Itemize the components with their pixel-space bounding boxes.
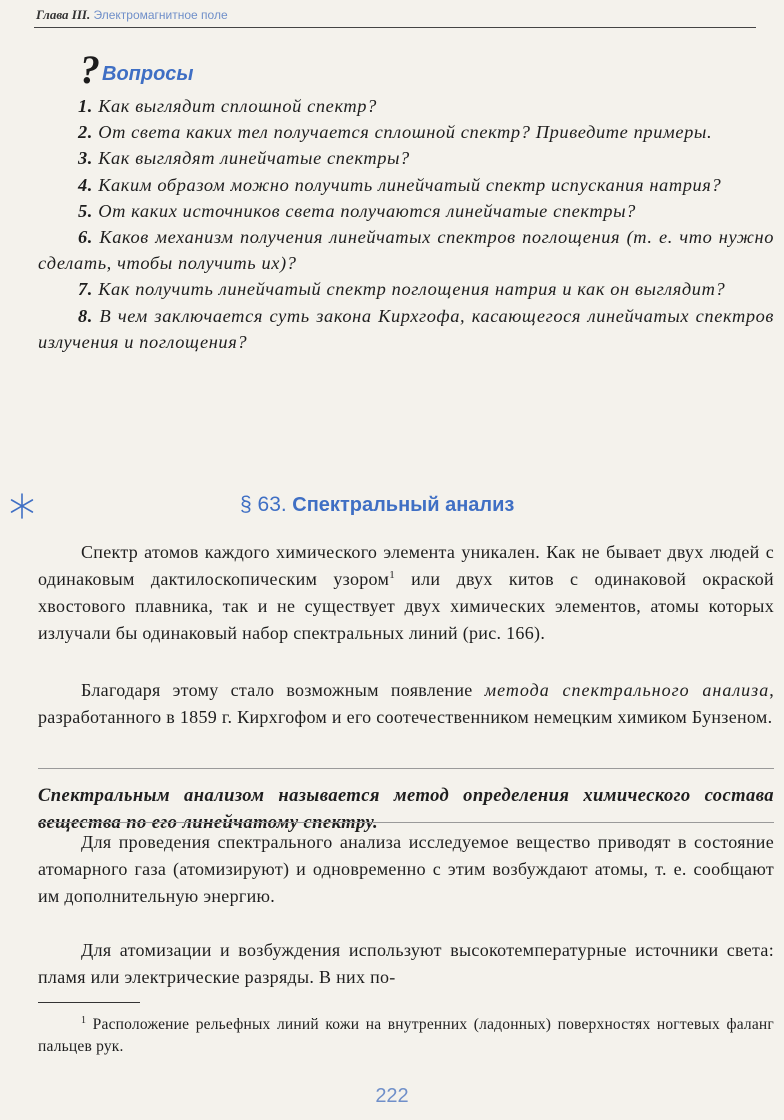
footnote-marker: 1 xyxy=(81,1014,87,1026)
question-text: От каких источников света получаются линейчатые спектры? xyxy=(98,200,636,221)
question-text: Как выглядят линейчатые спектры? xyxy=(98,148,410,169)
section-heading xyxy=(240,492,514,518)
paragraph-4 xyxy=(38,937,774,991)
question-mark-icon: ? xyxy=(80,47,100,92)
question-item xyxy=(38,172,774,198)
paragraph-4-text: Для атомизации и возбуждения используют высокотемпературные источники света: пламя или электрические разряды. В них по- xyxy=(38,940,774,987)
question-text: От света каких тел получается сплошной спектр? Приведите примеры. xyxy=(98,122,713,143)
paragraph-3-text: Для проведения спектрального анализа исследуемое вещество приводят в состояние атомарного газа (атомизируют) и одновременно с этим возбуждают атомы, т. е. сообщают им дополнительную энергию. xyxy=(38,832,774,906)
question-number: 1. xyxy=(78,96,93,116)
section-number: § 63. xyxy=(240,493,287,516)
question-number: 5. xyxy=(78,200,93,221)
question-number: 2. xyxy=(78,122,93,143)
question-text: В чем заключается суть закона Кирхгофа, касающегося линейчатых спектров излучения и поглощения? xyxy=(38,305,775,352)
paragraph-3 xyxy=(38,829,774,910)
footnote xyxy=(38,1014,774,1058)
footnote-text: Расположение рельефных линий кожи на внутренних (ладонных) поверхностях ногтевых фаланг пальцев рук. xyxy=(38,1016,774,1055)
question-item xyxy=(38,224,774,276)
question-item xyxy=(38,198,774,224)
questions-heading xyxy=(80,47,194,92)
question-number: 6. xyxy=(78,227,93,248)
question-text: Каков механизм получения линейчатых спектров поглощения (т. е. что нужно сделать, чтобы получить их)? xyxy=(38,227,775,274)
definition-box: Спектральным анализом называется метод определения химического состава вещества по его линейчатому спектру. xyxy=(38,785,774,833)
paragraph-2-emphasis: метода спектрального анализа xyxy=(484,680,770,700)
question-number: 8. xyxy=(78,305,93,326)
footnote-ref[interactable]: 1 xyxy=(389,569,396,581)
question-item xyxy=(38,145,774,171)
definition-rule-top xyxy=(38,768,774,769)
chapter-title: Электромагнитное поле xyxy=(93,8,228,22)
section-title: Спектральный анализ xyxy=(292,494,515,516)
question-number: 7. xyxy=(78,279,93,300)
paragraph-2-text-a: Благодаря этому стало возможным появление xyxy=(81,680,485,700)
definition-rule-bottom xyxy=(38,822,774,823)
question-number: 3. xyxy=(78,148,93,169)
chapter-label: Глава III. xyxy=(36,7,91,22)
question-number: 4. xyxy=(78,174,93,195)
paragraph-1 xyxy=(38,539,774,647)
header-rule xyxy=(34,27,756,28)
paragraph-2-text-b: , разработанного в 1859 г. Кирхгофом и его соотечественником немецким химиком Бунзеном. xyxy=(38,680,775,727)
footnote-rule xyxy=(38,1002,140,1003)
question-text: Каким образом можно получить линейчатый спектр испускания натрия? xyxy=(98,174,722,195)
running-header xyxy=(36,6,756,26)
question-text: Как выглядит сплошной спектр? xyxy=(98,96,377,116)
questions-title: Вопросы xyxy=(102,62,194,85)
paragraph-1-text-b: или двух китов с одинаковой окраской хвостового плавника, так и не существует двух химических элементов, атомы которых излучали бы одинаковый набор спектральных линий (рис. 166). xyxy=(38,569,774,643)
paragraph-2 xyxy=(38,677,774,731)
asterisk-icon xyxy=(8,492,36,520)
questions-list xyxy=(38,93,774,355)
paragraph-1-text-a: Спектр атомов каждого химического элемента уникален. Как не бывает двух людей с одинаковым дактилоскопическим узором xyxy=(38,542,774,589)
question-item xyxy=(38,276,774,302)
page-number: 222 xyxy=(375,1085,409,1107)
question-text: Как получить линейчатый спектр поглощения натрия и как он выглядит? xyxy=(98,279,726,300)
question-item xyxy=(38,119,774,145)
question-item xyxy=(38,93,774,119)
question-item xyxy=(38,303,774,355)
